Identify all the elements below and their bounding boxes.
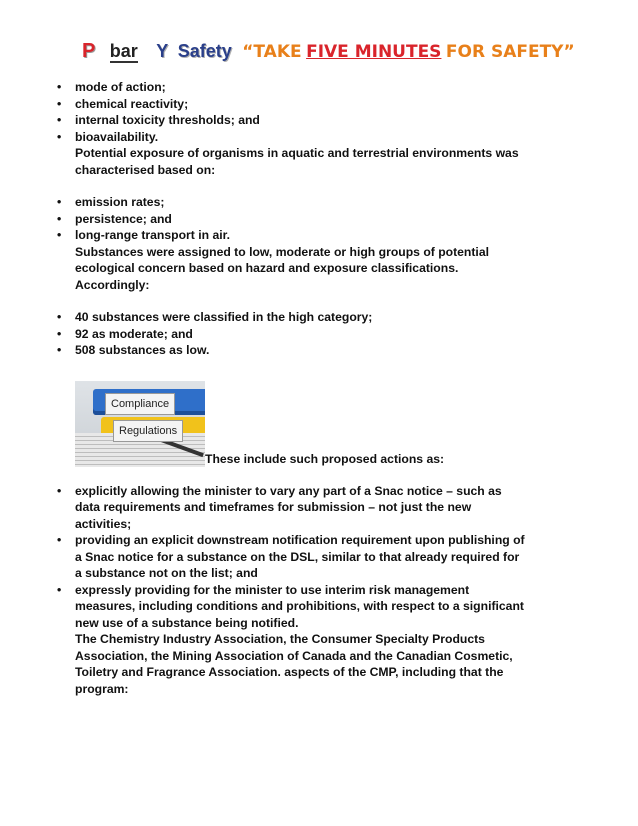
document-body [57,79,577,697]
list-item: • expressly providing for the minister to use interim risk management measures, including conditions and prohibitions, with respect to a significant new use of a substance being notified. [57,582,524,630]
paragraph-groups: Substances were assigned to low, moderate or high groups of potential ecological concern based on hazard and exposure classifications. Accordingly: [75,244,489,292]
bullet-icon: • [57,343,62,357]
paragraph-associations: The Chemistry Industry Association, the Consumer Specialty Products Association, the Mining Association of Canada and the Canadian Cosmetic, Toiletry and Fragrance Association. aspects of the CMP, including that the program: [75,632,513,696]
list-item: • emission rates; [57,195,165,209]
list-item: • 92 as moderate; and [57,326,193,341]
list-item: • long-range transport in air. [57,228,231,242]
image-caption: These include such proposed actions as: [205,451,445,466]
bullet-icon: • [57,129,62,144]
bullet-icon: • [57,326,62,341]
list-criteria [57,79,577,145]
header-for-safety: FOR SAFETY” [445,42,575,62]
header-bar: bar [109,41,138,61]
list-item: • persistence; and [57,211,172,226]
header-safety: Safety [177,41,232,61]
bullet-icon: • [57,533,62,547]
list-item: • 508 substances as low. [57,343,210,357]
header-title [82,40,602,70]
bullet-icon: • [57,195,62,209]
list-item: • explicitly allowing the minister to vary any part of a Snac notice – such as data requirements and timeframes for submission – not just the new activities; [57,483,502,531]
list-item: • mode of action; [57,80,166,94]
list-counts [57,309,577,359]
bullet-icon: • [57,582,62,597]
header-five-minutes: FIVE MINUTES [306,42,442,62]
header-y: Y [156,41,169,61]
bullet-icon: • [57,310,62,324]
binders-photo-icon [75,381,205,467]
bullet-icon: • [57,228,62,242]
list-item: • internal toxicity thresholds; and [57,113,260,127]
compliance-label: Compliance [105,393,175,416]
bullet-icon: • [57,113,62,127]
paragraph-exposure: Potential exposure of organisms in aquatic and terrestrial environments was characterised based on: [75,146,519,177]
bullet-icon: • [57,80,62,94]
list-actions [57,483,577,632]
bullet-icon: • [57,96,62,111]
list-exposure [57,194,577,244]
list-item: • providing an explicit downstream notification requirement upon publishing of a Snac notice for a substance on the DSL, similar to that already required for a substance not on the list; and [57,533,525,580]
list-item: • chemical reactivity; [57,96,189,111]
list-item: • bioavailability. [57,129,159,144]
bullet-icon: • [57,211,62,226]
header-take: “TAKE [242,42,302,62]
list-item: • 40 substances were classified in the high category; [57,310,373,324]
regulations-label: Regulations [113,420,183,443]
bullet-icon: • [57,483,62,498]
image-row [75,381,577,467]
header-p: P [82,40,96,62]
